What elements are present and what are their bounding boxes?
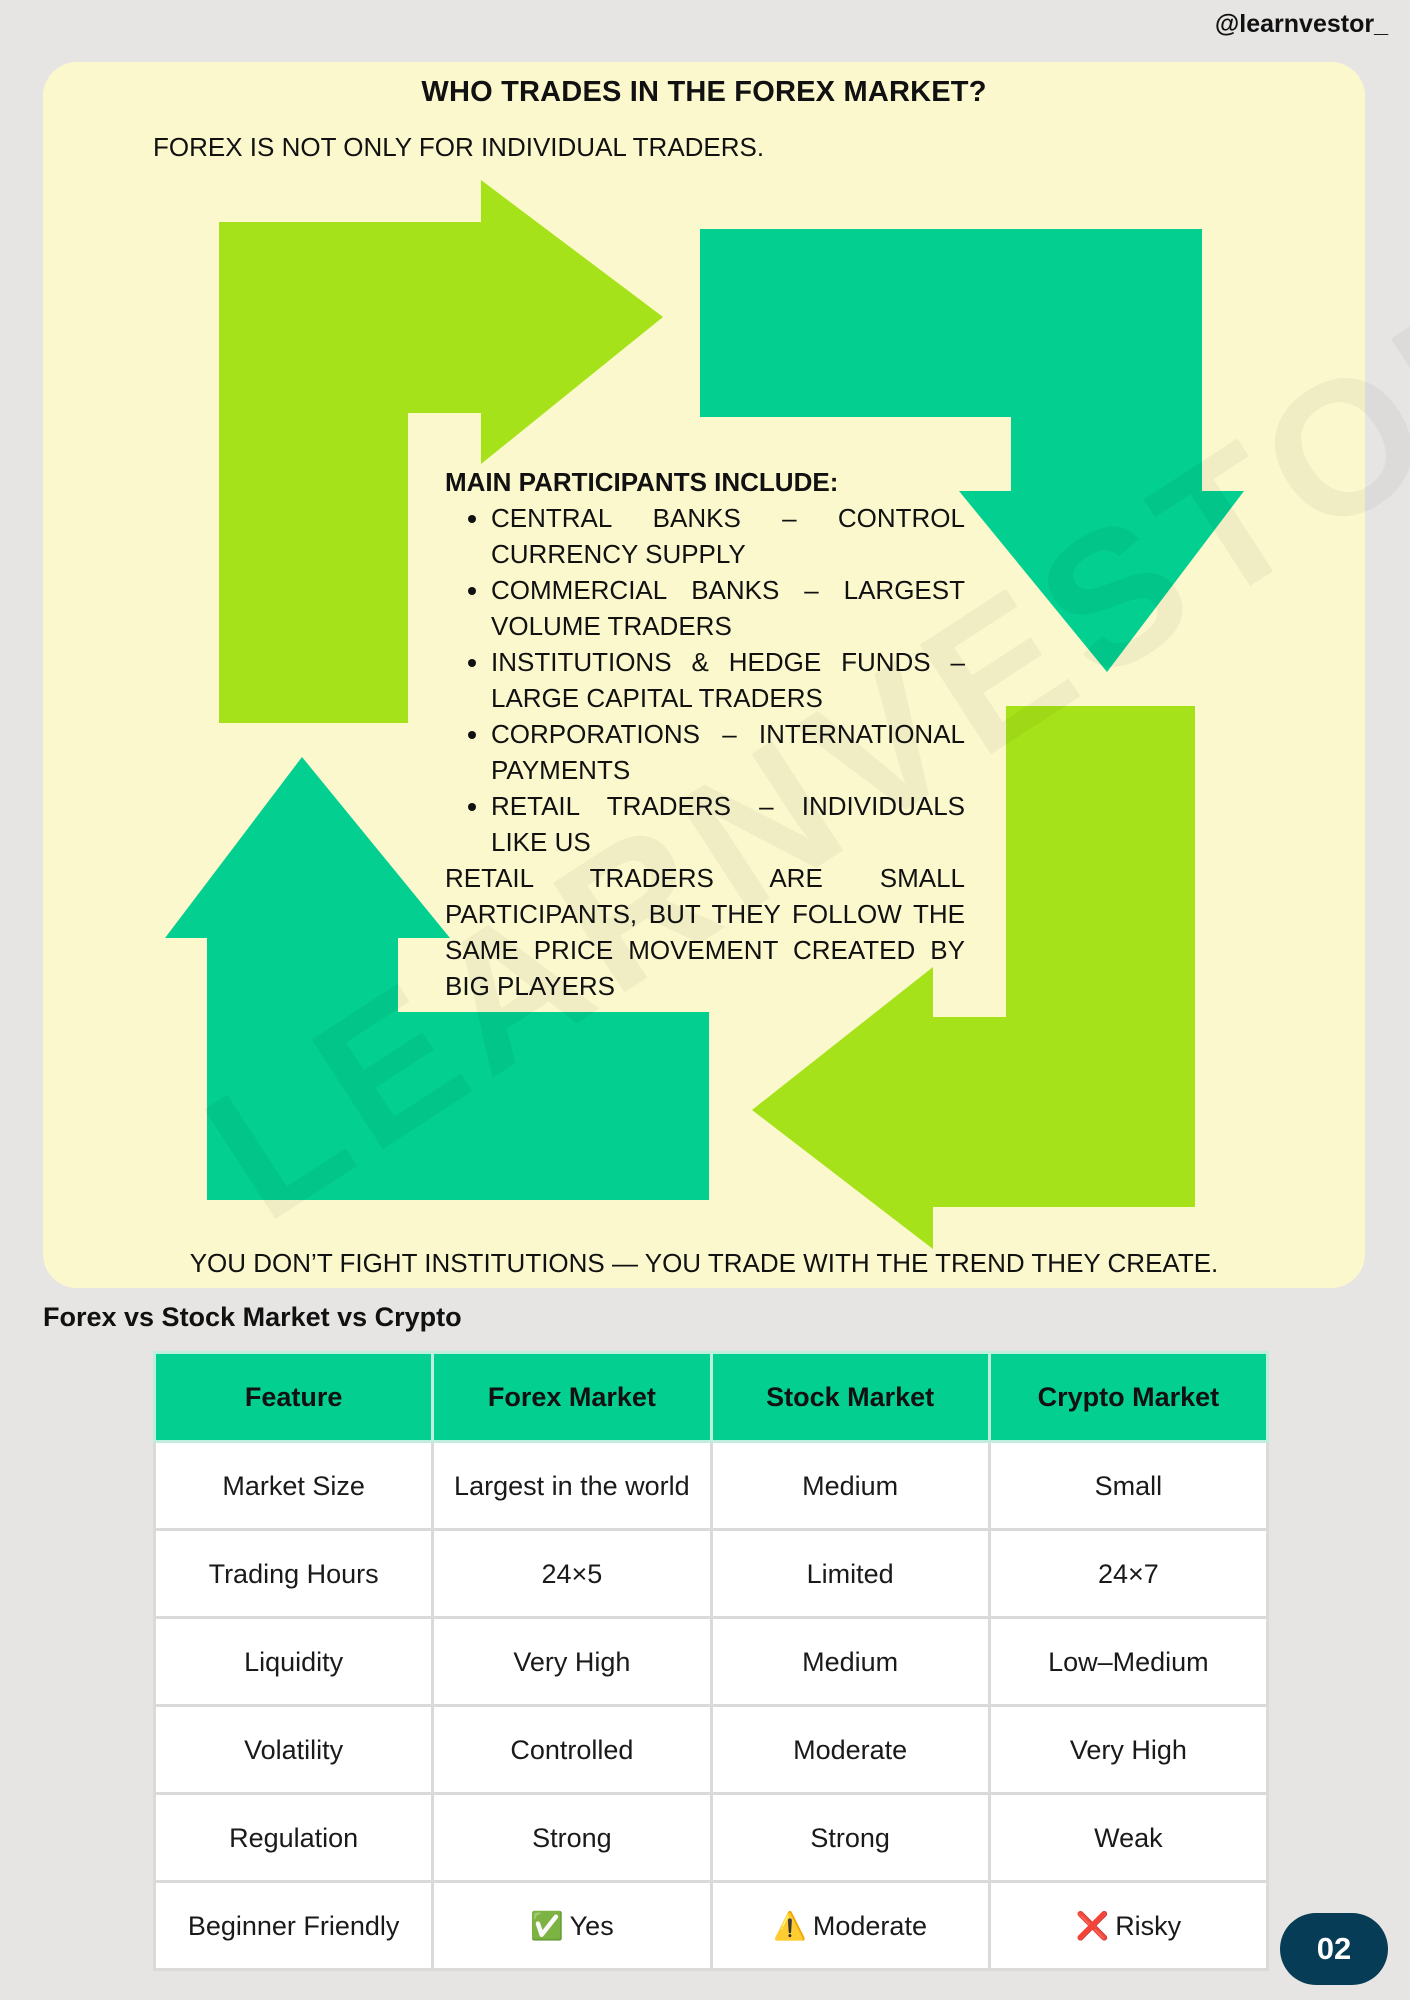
participant-item: • COMMERCIAL BANKS – LARGEST VOLUME TRADERS bbox=[491, 572, 965, 644]
table-cell: Controlled bbox=[433, 1706, 711, 1794]
forex-participants-card bbox=[43, 62, 1365, 1288]
table-cell: Regulation bbox=[155, 1794, 433, 1882]
table-cell: Moderate bbox=[711, 1706, 989, 1794]
table-cell: 24×5 bbox=[433, 1530, 711, 1618]
table-cell bbox=[711, 1882, 989, 1970]
table-cell: Beginner Friendly bbox=[155, 1882, 433, 1970]
table-cell: Strong bbox=[433, 1794, 711, 1882]
table-cell bbox=[433, 1882, 711, 1970]
page-number-badge: 02 bbox=[1280, 1913, 1388, 1985]
participant-item: • RETAIL TRADERS – INDIVIDUALS LIKE US bbox=[491, 788, 965, 860]
participants-heading: MAIN PARTICIPANTS INCLUDE: bbox=[445, 467, 839, 497]
cell-text: Moderate bbox=[812, 1910, 927, 1941]
warning-icon: ⚠️ bbox=[773, 1910, 807, 1941]
table-title: Forex vs Stock Market vs Crypto bbox=[43, 1302, 462, 1332]
table-cell: Limited bbox=[711, 1530, 989, 1618]
table-cell: Low–Medium bbox=[989, 1618, 1267, 1706]
participants-list bbox=[445, 500, 965, 860]
participants-text bbox=[445, 464, 965, 1004]
table-cell: Largest in the world bbox=[433, 1442, 711, 1530]
table-header-row bbox=[155, 1353, 1268, 1442]
card-subtitle: FOREX IS NOT ONLY FOR INDIVIDUAL TRADERS. bbox=[153, 132, 765, 162]
table-cell: Very High bbox=[989, 1706, 1267, 1794]
table-row bbox=[155, 1882, 1268, 1970]
cell-text: Risky bbox=[1115, 1910, 1182, 1941]
table-cell: Trading Hours bbox=[155, 1530, 433, 1618]
table-cell: Market Size bbox=[155, 1442, 433, 1530]
retail-note: RETAIL TRADERS ARE SMALL PARTICIPANTS, BUT THEY FOLLOW THE SAME PRICE MOVEMENT CREATED BY BIG PLAYERS bbox=[445, 863, 965, 1001]
table-row bbox=[155, 1794, 1268, 1882]
cross-icon: ❌ bbox=[1075, 1910, 1110, 1941]
table-cell: Liquidity bbox=[155, 1618, 433, 1706]
comparison-table bbox=[153, 1351, 1269, 1971]
cell-text: Yes bbox=[569, 1910, 614, 1941]
column-header: Crypto Market bbox=[989, 1353, 1267, 1442]
table-cell: Strong bbox=[711, 1794, 989, 1882]
column-header: Feature bbox=[155, 1353, 433, 1442]
table-row bbox=[155, 1530, 1268, 1618]
table-row bbox=[155, 1706, 1268, 1794]
table-cell: Small bbox=[989, 1442, 1267, 1530]
column-header: Forex Market bbox=[433, 1353, 711, 1442]
table-row bbox=[155, 1442, 1268, 1530]
table-cell: 24×7 bbox=[989, 1530, 1267, 1618]
table-cell: Medium bbox=[711, 1618, 989, 1706]
card-footer: YOU DON’T FIGHT INSTITUTIONS — YOU TRADE WITH THE TREND THEY CREATE. bbox=[189, 1248, 1219, 1278]
card-title: WHO TRADES IN THE FOREX MARKET? bbox=[421, 76, 987, 108]
table-cell bbox=[989, 1882, 1267, 1970]
table-cell: Medium bbox=[711, 1442, 989, 1530]
participant-item: • CORPORATIONS – INTERNATIONAL PAYMENTS bbox=[491, 716, 965, 788]
table-cell: Weak bbox=[989, 1794, 1267, 1882]
table-cell: Volatility bbox=[155, 1706, 433, 1794]
participant-item: • INSTITUTIONS & HEDGE FUNDS – LARGE CAPITAL TRADERS bbox=[491, 644, 965, 716]
participant-item: • CENTRAL BANKS – CONTROL CURRENCY SUPPLY bbox=[491, 500, 965, 572]
table-cell: Very High bbox=[433, 1618, 711, 1706]
table-row bbox=[155, 1618, 1268, 1706]
check-icon: ✅ bbox=[530, 1910, 564, 1941]
column-header: Stock Market bbox=[711, 1353, 989, 1442]
account-handle: @learnvestor_ bbox=[1214, 10, 1388, 38]
